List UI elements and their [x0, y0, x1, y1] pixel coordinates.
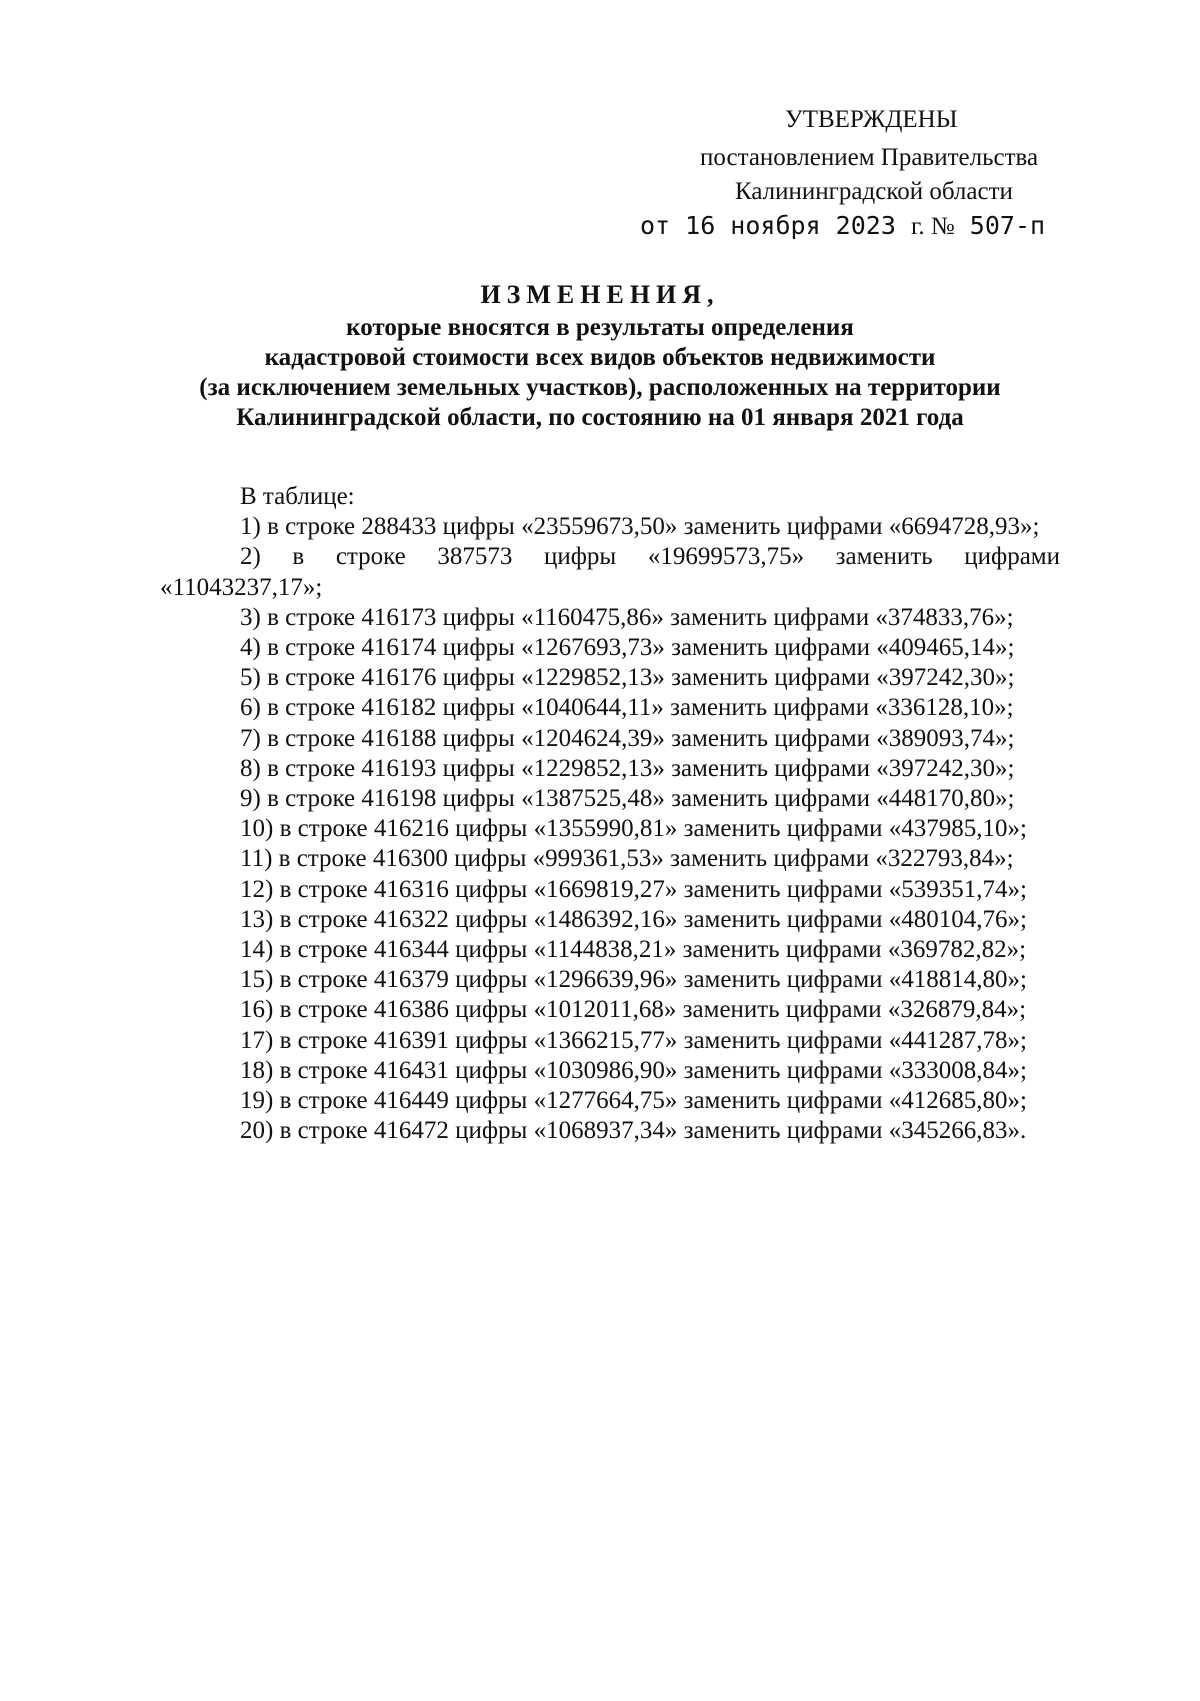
list-item: 6) в строке 416182 цифры «1040644,11» заменить цифрами «336128,10»; — [240, 694, 1014, 722]
list-item: 7) в строке 416188 цифры «1204624,39» заменить цифрами «389093,74»; — [240, 724, 1015, 752]
approval-title: УТВЕРЖДЕНЫ — [785, 106, 958, 133]
heading-line: которые вносятся в результаты определения — [346, 314, 854, 341]
list-item: 15) в строке 416379 цифры «1296639,96» заменить цифрами «418814,80»; — [240, 966, 1027, 994]
approval-g-no: г. № — [910, 213, 955, 240]
heading-title: ИЗМЕНЕНИЯ, — [480, 280, 720, 309]
list-item: 12) в строке 416316 цифры «1669819,27» заменить цифрами «539351,74»; — [240, 875, 1027, 903]
document-heading — [160, 280, 1040, 433]
list-item: 10) в строке 416216 цифры «1355990,81» заменить цифрами «437985,10»; — [240, 815, 1027, 843]
heading-line: Калининградской области, по состоянию на 01 января 2021 года — [236, 404, 964, 431]
list-item: 3) в строке 416173 цифры «1160475,86» заменить цифрами «374833,76»; — [240, 603, 1014, 631]
intro-text: В таблице: — [240, 483, 355, 510]
list-item: 13) в строке 416322 цифры «1486392,16» заменить цифрами «480104,76»; — [240, 905, 1027, 933]
list-item: 4) в строке 416174 цифры «1267693,73» заменить цифрами «409465,14»; — [240, 634, 1015, 662]
list-item: 5) в строке 416176 цифры «1229852,13» заменить цифрами «397242,30»; — [240, 664, 1015, 692]
document-body — [160, 482, 1060, 1146]
list-item: 19) в строке 416449 цифры «1277664,75» заменить цифрами «412685,80»; — [240, 1087, 1027, 1115]
approval-date-line — [640, 211, 1045, 242]
list-item-continuation: «11043237,17»; — [160, 573, 323, 601]
list-item: 17) в строке 416391 цифры «1366215,77» заменить цифрами «441287,78»; — [240, 1026, 1027, 1054]
list-item: 18) в строке 416431 цифры «1030986,90» заменить цифрами «333008,84»; — [240, 1056, 1027, 1084]
heading-line: кадастровой стоимости всех видов объектов недвижимости — [264, 344, 936, 371]
list-item: 11) в строке 416300 цифры «999361,53» заменить цифрами «322793,84»; — [240, 845, 1014, 873]
approval-date: от 16 ноября 2023 — [640, 211, 896, 240]
heading-line: (за исключением земельных участков), расположенных на территории — [199, 374, 1001, 401]
list-item: 2) в строке 387573 цифры «19699573,75» заменить цифрами — [240, 543, 1060, 571]
list-item: 20) в строке 416472 цифры «1068937,34» заменить цифрами «345266,83». — [240, 1117, 1027, 1145]
approval-line-1: постановлением Правительства — [700, 144, 1039, 171]
list-item: 16) в строке 416386 цифры «1012011,68» заменить цифрами «326879,84»; — [240, 996, 1027, 1024]
approval-number: 507-п — [969, 211, 1046, 240]
list-item: 8) в строке 416193 цифры «1229852,13» заменить цифрами «397242,30»; — [240, 754, 1015, 782]
approval-block — [640, 105, 1140, 255]
approval-line-2: Калининградской области — [735, 178, 1013, 205]
list-item: 1) в строке 288433 цифры «23559673,50» заменить цифрами «6694728,93»; — [240, 513, 1040, 541]
list-item: 14) в строке 416344 цифры «1144838,21» заменить цифрами «369782,82»; — [240, 936, 1027, 964]
list-item: 9) в строке 416198 цифры «1387525,48» заменить цифрами «448170,80»; — [240, 785, 1015, 813]
